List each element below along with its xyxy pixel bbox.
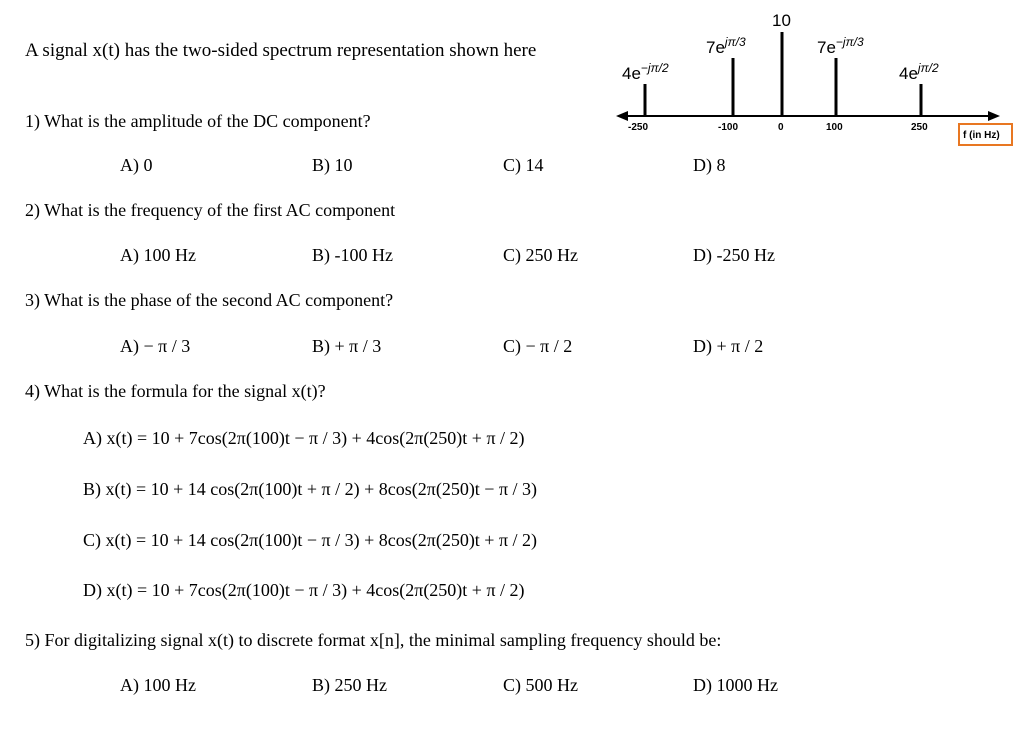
question-3: 3) What is the phase of the second AC component? [25,290,394,310]
line-label-neg100: $7e^{j\pi/3}$ [706,35,746,57]
q1-option-d: D) 8 [693,155,726,175]
tick-label: -250 [628,122,649,133]
line-label-0: 10 [772,11,791,30]
line-label-neg250: $4e^{-j\pi/2}$ [622,61,669,83]
q5-option-b: B) 250 Hz [312,675,387,695]
q2-option-b: B) -100 Hz [312,245,393,265]
axis-label: f (in Hz) [963,130,1000,141]
tick-label: -100 [718,122,739,133]
intro-text: A signal x(t) has the two-sided spectrum representation shown here [25,40,537,61]
q3-option-d: D) + π / 2 [693,336,764,356]
axis-arrow-left [616,111,628,121]
q3-option-c: C) − π / 2 [503,336,573,356]
q4-option-b: B) x(t) = 10 + 14 cos(2π(100)t + π / 2) + 8cos(2π(250)t − π / 3) [83,479,538,499]
q4-option-c: C) x(t) = 10 + 14 cos(2π(100)t − π / 3) + 8cos(2π(250)t + π / 2) [83,530,538,550]
q5-option-a: A) 100 Hz [120,675,196,695]
q4-option-d: D) x(t) = 10 + 7cos(2π(100)t − π / 3) + 4cos(2π(250)t + π / 2) [83,580,525,600]
q1-option-b: B) 10 [312,155,353,175]
q1-option-a: A) 0 [120,155,153,175]
q5-option-c: C) 500 Hz [503,675,578,695]
q2-option-c: C) 250 Hz [503,245,578,265]
spectrum-diagram [0,0,1024,160]
axis-arrow-right [988,111,1000,121]
q3-option-a: A) − π / 3 [120,336,191,356]
q2-option-a: A) 100 Hz [120,245,196,265]
question-4: 4) What is the formula for the signal x(t)? [25,381,326,401]
q2-option-d: D) -250 Hz [693,245,775,265]
line-label-250: $4e^{j\pi/2}$ [899,61,939,83]
question-5: 5) For digitalizing signal x(t) to discrete format x[n], the minimal sampling frequency should be: [25,630,722,650]
question-1: 1) What is the amplitude of the DC component? [25,111,371,131]
q3-option-b: B) + π / 3 [312,336,382,356]
q1-option-c: C) 14 [503,155,544,175]
q4-option-a: A) x(t) = 10 + 7cos(2π(100)t − π / 3) + 4cos(2π(250)t + π / 2) [83,428,525,448]
q5-option-d: D) 1000 Hz [693,675,778,695]
tick-label: 100 [826,122,843,133]
tick-label: 0 [778,122,784,133]
tick-label: 250 [911,122,928,133]
line-label-100: $7e^{-j\pi/3}$ [817,35,864,57]
question-2: 2) What is the frequency of the first AC component [25,200,396,220]
